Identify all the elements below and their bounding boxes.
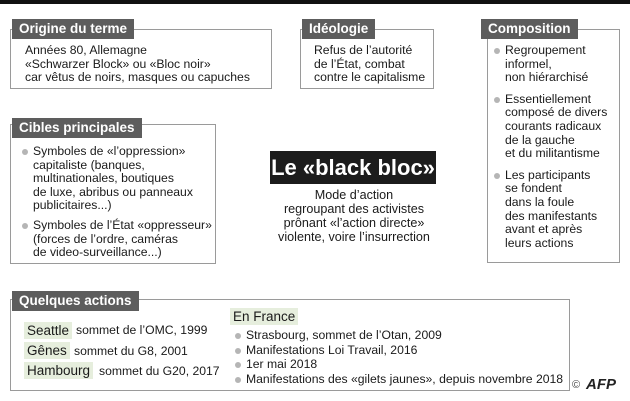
composition-item: Les participants se fondent dans la foule des manifestants avant et après leurs actions xyxy=(492,169,607,251)
actions-header: Quelques actions xyxy=(12,291,139,311)
bullet-icon xyxy=(494,48,500,54)
event-genes: sommet du G8, 2001 xyxy=(74,344,188,358)
city-genes: Gênes xyxy=(24,342,70,359)
bullet-icon xyxy=(235,362,241,368)
bullet-icon xyxy=(235,333,241,339)
bullet-icon xyxy=(235,377,241,383)
city-hambourg: Hambourg xyxy=(24,362,93,379)
copyright-symbol: © xyxy=(572,379,581,391)
bullet-icon xyxy=(22,149,28,155)
bullet-icon xyxy=(235,348,241,354)
composition-item: Regroupement informel, non hiérarchisé xyxy=(492,44,607,85)
france-item: Strasbourg, sommet de l’Otan, 2009 xyxy=(233,329,563,343)
composition-header: Composition xyxy=(481,19,578,39)
cibles-item: Symboles de «l’oppression» capitaliste (banques, multinationales, boutiques de luxe, abribus ou panneaux publicitaires...) xyxy=(20,145,212,213)
ideologie-header: Idéologie xyxy=(302,19,375,39)
afp-logo: AFP xyxy=(586,376,616,393)
top-bar xyxy=(0,0,630,4)
cibles-list xyxy=(20,145,212,266)
bullet-icon xyxy=(494,97,500,103)
cibles-item: Symboles de l’État «oppresseur» (forces de l’ordre, caméras de video-surveillance...) xyxy=(20,219,212,260)
bullet-icon xyxy=(22,223,28,229)
event-seattle: sommet de l’OMC, 1999 xyxy=(76,323,208,337)
composition-item: Essentiellement composé de divers courants radicaux de la gauche et du militantisme xyxy=(492,93,607,161)
france-header: En France xyxy=(230,308,298,325)
origine-header: Origine du terme xyxy=(12,19,134,39)
france-item: Manifestations des «gilets jaunes», depuis novembre 2018 xyxy=(233,373,563,387)
main-title: Le «black bloc» xyxy=(270,151,436,184)
france-item: Manifestations Loi Travail, 2016 xyxy=(233,344,563,358)
france-list xyxy=(233,329,563,387)
city-seattle: Seattle xyxy=(24,322,72,339)
bullet-icon xyxy=(494,173,500,179)
composition-list xyxy=(492,44,607,256)
france-item: 1er mai 2018 xyxy=(233,358,563,372)
origine-text: Années 80, Allemagne «Schwarzer Block» ou «Bloc noir» car vêtus de noirs, masques ou capuches xyxy=(25,43,250,85)
cibles-header: Cibles principales xyxy=(12,118,142,138)
event-hambourg: sommet du G20, 2017 xyxy=(99,364,220,378)
ideologie-text: Refus de l’autorité de l’État, combat contre le capitalisme xyxy=(314,43,426,85)
main-description: Mode d’action regroupant des activistes prônant «l’action directe» violente, voire l’insurrection xyxy=(278,188,430,244)
